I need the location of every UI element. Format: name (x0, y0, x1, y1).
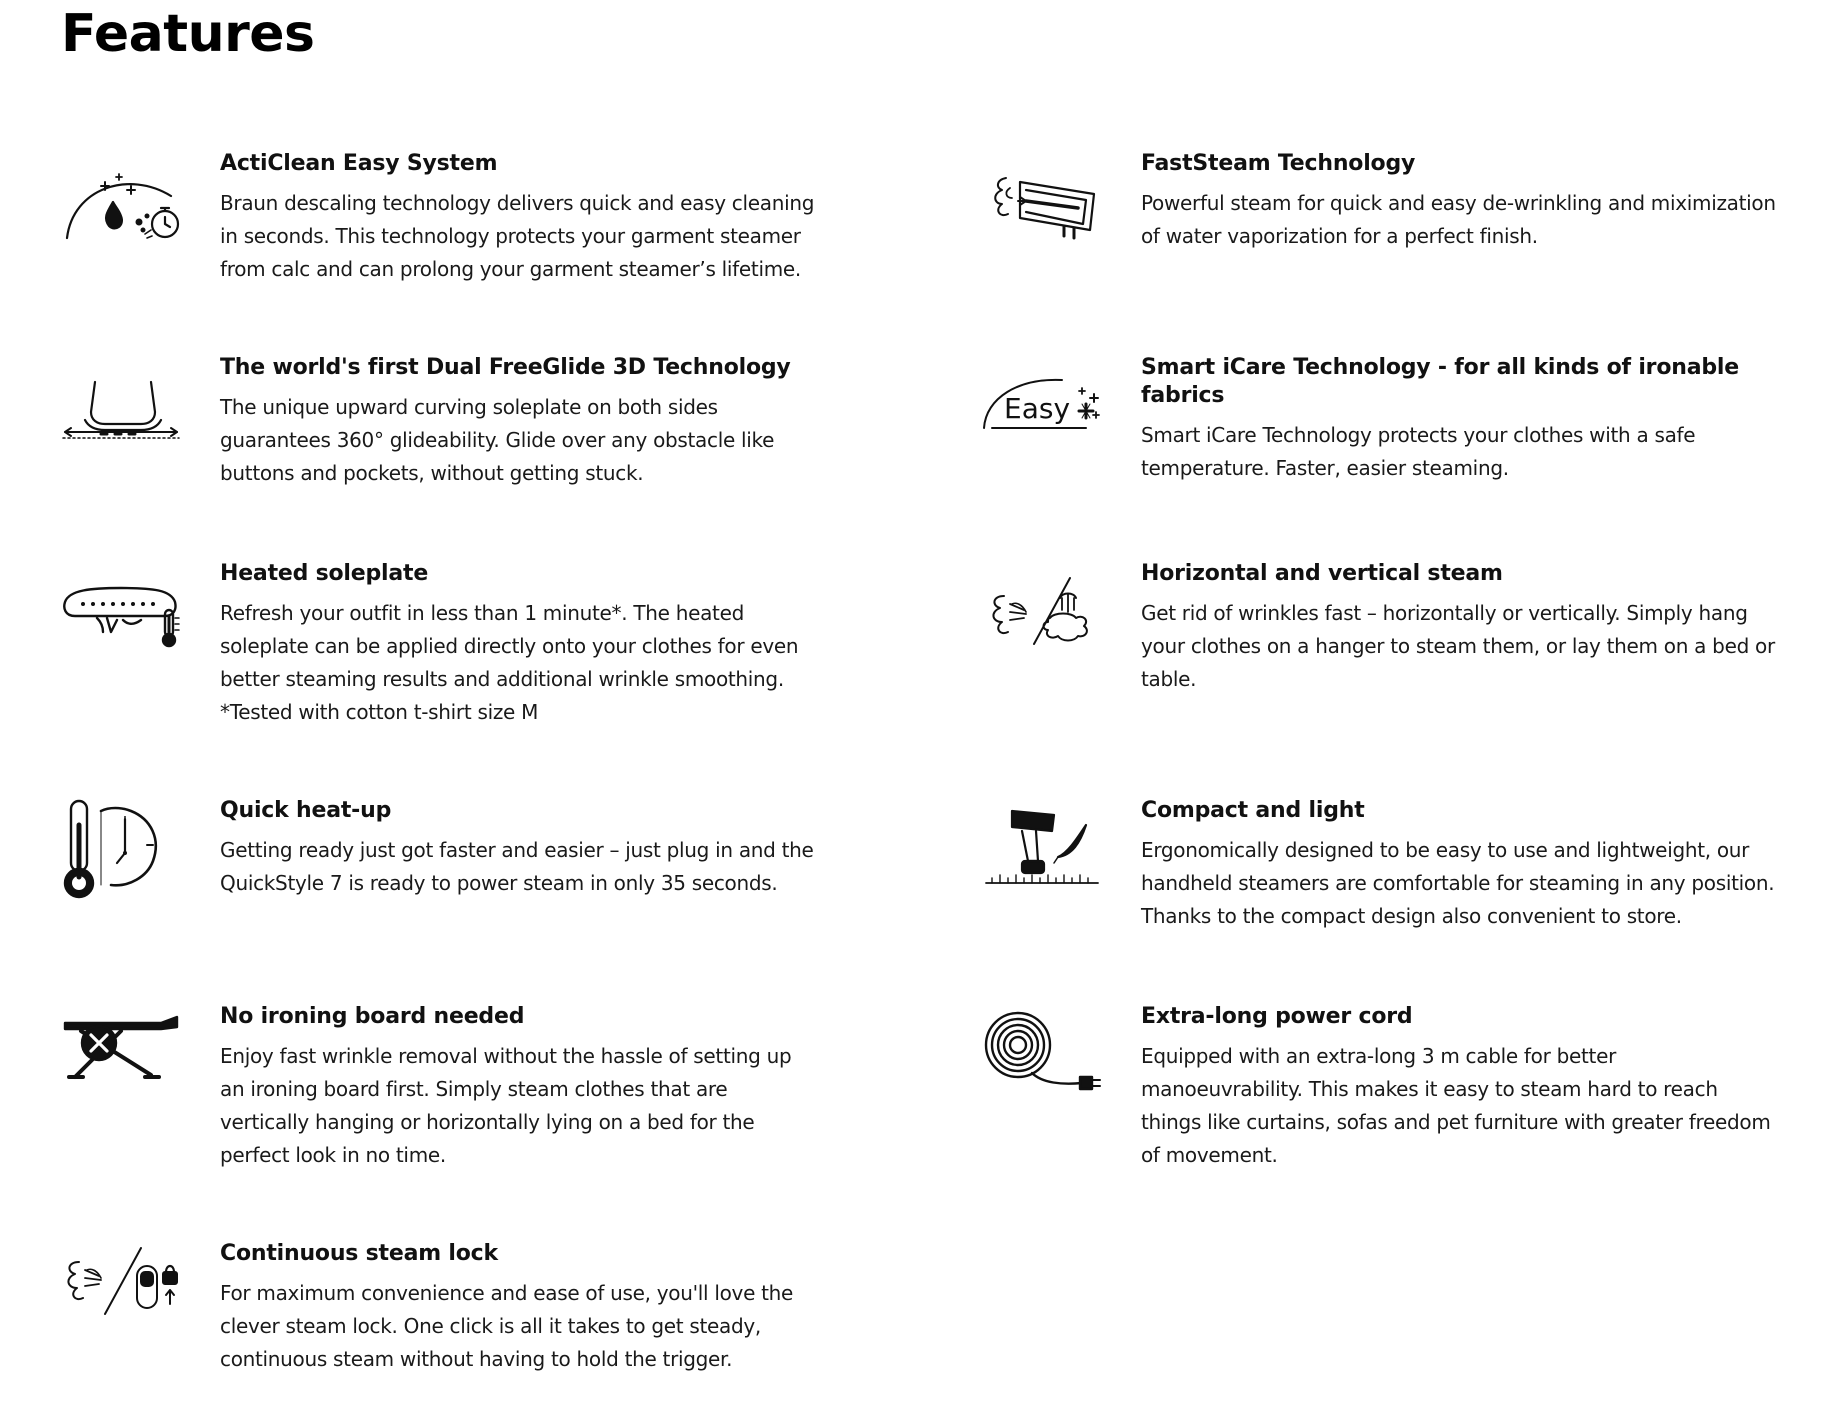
thermometer-clock-icon (61, 797, 181, 907)
feature-description: The unique upward curving soleplate on both sides guarantees 360° glideability. Glide over any obstacle like buttons and pockets, without getting stuck. (220, 395, 775, 485)
descaling-icon (61, 150, 181, 260)
feature-description: Powerful steam for quick and easy de-wrinkling and miximization of water vaporization for a perfect finish. (1141, 191, 1776, 248)
feature-description: Get rid of wrinkles fast – horizontally or vertically. Simply hang your clothes on a hanger to steam them, or lay them on a bed or table. (1141, 601, 1775, 691)
feature-title: Smart iCare Technology - for all kinds of ironable fabrics (1141, 355, 1739, 408)
feature-title: Horizontal and vertical steam (1141, 561, 1503, 586)
page-title: Features (61, 4, 315, 64)
feature-title: No ironing board needed (220, 1004, 525, 1029)
feature-description: Refresh your outfit in less than 1 minute*. The heated soleplate can be applied directly onto your clothes for even better steaming results and additional wrinkle smoothing. *Tested with cotton t-shirt size M (220, 601, 799, 724)
feature-description: Getting ready just got faster and easier – just plug in and the QuickStyle 7 is ready to power steam in only 35 seconds. (220, 838, 814, 895)
easy-sparkle-icon (982, 354, 1102, 464)
horizontal-vertical-steam-icon (982, 560, 1102, 670)
feature-title: Heated soleplate (220, 561, 429, 586)
compact-light-icon (982, 797, 1102, 907)
feature-title: Quick heat-up (220, 798, 392, 823)
feature-description: Smart iCare Technology protects your clothes with a safe temperature. Faster, easier steaming. (1141, 423, 1696, 480)
feature-description: Ergonomically designed to be easy to use and lightweight, our handheld steamers are comfortable for steaming in any position. Thanks to the compact design also convenient to store. (1141, 838, 1775, 928)
feature-title: Continuous steam lock (220, 1241, 498, 1266)
power-cord-icon (982, 1003, 1102, 1113)
no-ironing-board-icon (61, 1003, 181, 1113)
feature-title: ActiClean Easy System (220, 151, 498, 176)
feature-description: For maximum convenience and ease of use, you'll love the clever steam lock. One click is all it takes to get steady, continuous steam without having to hold the trigger. (220, 1281, 794, 1371)
feature-description: Equipped with an extra-long 3 m cable for better manoeuvrability. This makes it easy to steam hard to reach things like curtains, sofas and pet furniture with greater freedom of movement. (1141, 1044, 1771, 1167)
fast-steam-icon (982, 150, 1102, 260)
feature-description: Enjoy fast wrinkle removal without the hassle of setting up an ironing board first. Simply steam clothes that are vertically hanging or horizontally lying on a bed for the perfect look in no time. (220, 1044, 792, 1167)
feature-title: Extra-long power cord (1141, 1004, 1413, 1029)
freeglide-soleplate-icon (61, 354, 181, 464)
heated-soleplate-icon (61, 560, 181, 670)
steam-lock-icon (61, 1240, 181, 1350)
feature-title: FastSteam Technology (1141, 151, 1416, 176)
feature-description: Braun descaling technology delivers quick and easy cleaning in seconds. This technology protects your garment steamer from calc and can prolong your garment steamer’s lifetime. (220, 191, 815, 281)
feature-title: Compact and light (1141, 798, 1365, 823)
easy-icon-text: Easy (1004, 392, 1071, 425)
feature-title: The world's first Dual FreeGlide 3D Technology (220, 355, 791, 380)
